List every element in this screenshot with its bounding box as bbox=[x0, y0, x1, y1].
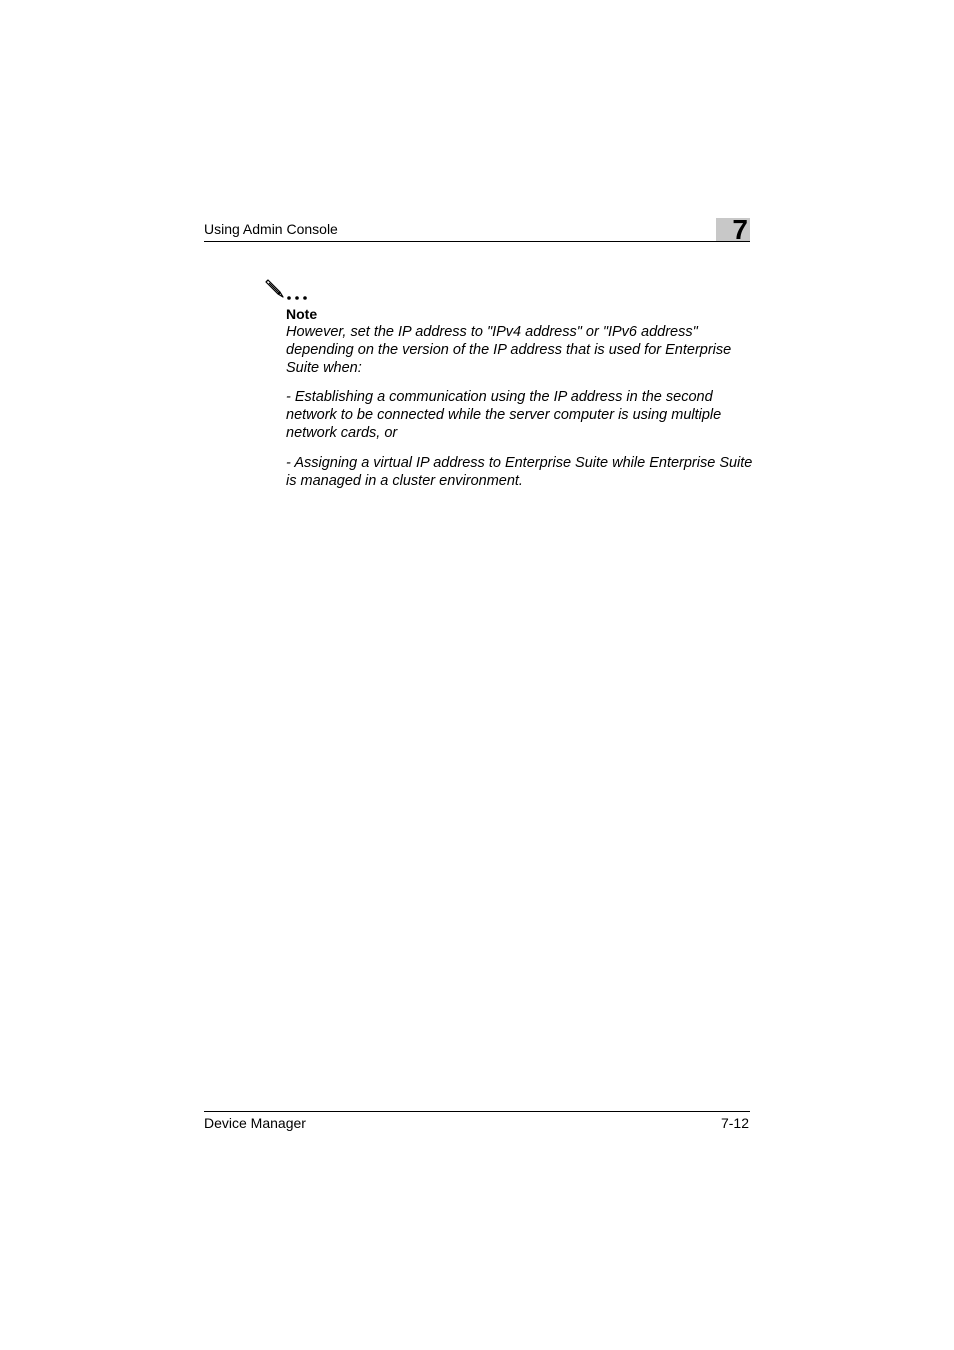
note-paragraph: However, set the IP address to "IPv4 address" or "IPv6 address" depending on the version of the IP address that is used for Enterprise Suite when: bbox=[286, 324, 732, 376]
chapter-tab bbox=[716, 214, 750, 245]
note-label: Note bbox=[286, 306, 318, 322]
note-paragraph: - Assigning a virtual IP address to Enterprise Suite while Enterprise Suite is managed in a cluster environment. bbox=[286, 455, 753, 489]
header-rule bbox=[204, 241, 750, 242]
pencil-note-icon bbox=[262, 276, 312, 302]
footer-rule bbox=[204, 1111, 750, 1112]
footer-product-name: Device Manager bbox=[204, 1115, 306, 1131]
note-paragraph: - Establishing a communication using the IP address in the second network to be connected while the server computer is using multiple network cards, or bbox=[286, 389, 722, 441]
footer-page-number: 7-12 bbox=[720, 1115, 749, 1131]
running-header-title: Using Admin Console bbox=[204, 221, 338, 237]
chapter-number: 7 bbox=[732, 214, 748, 245]
